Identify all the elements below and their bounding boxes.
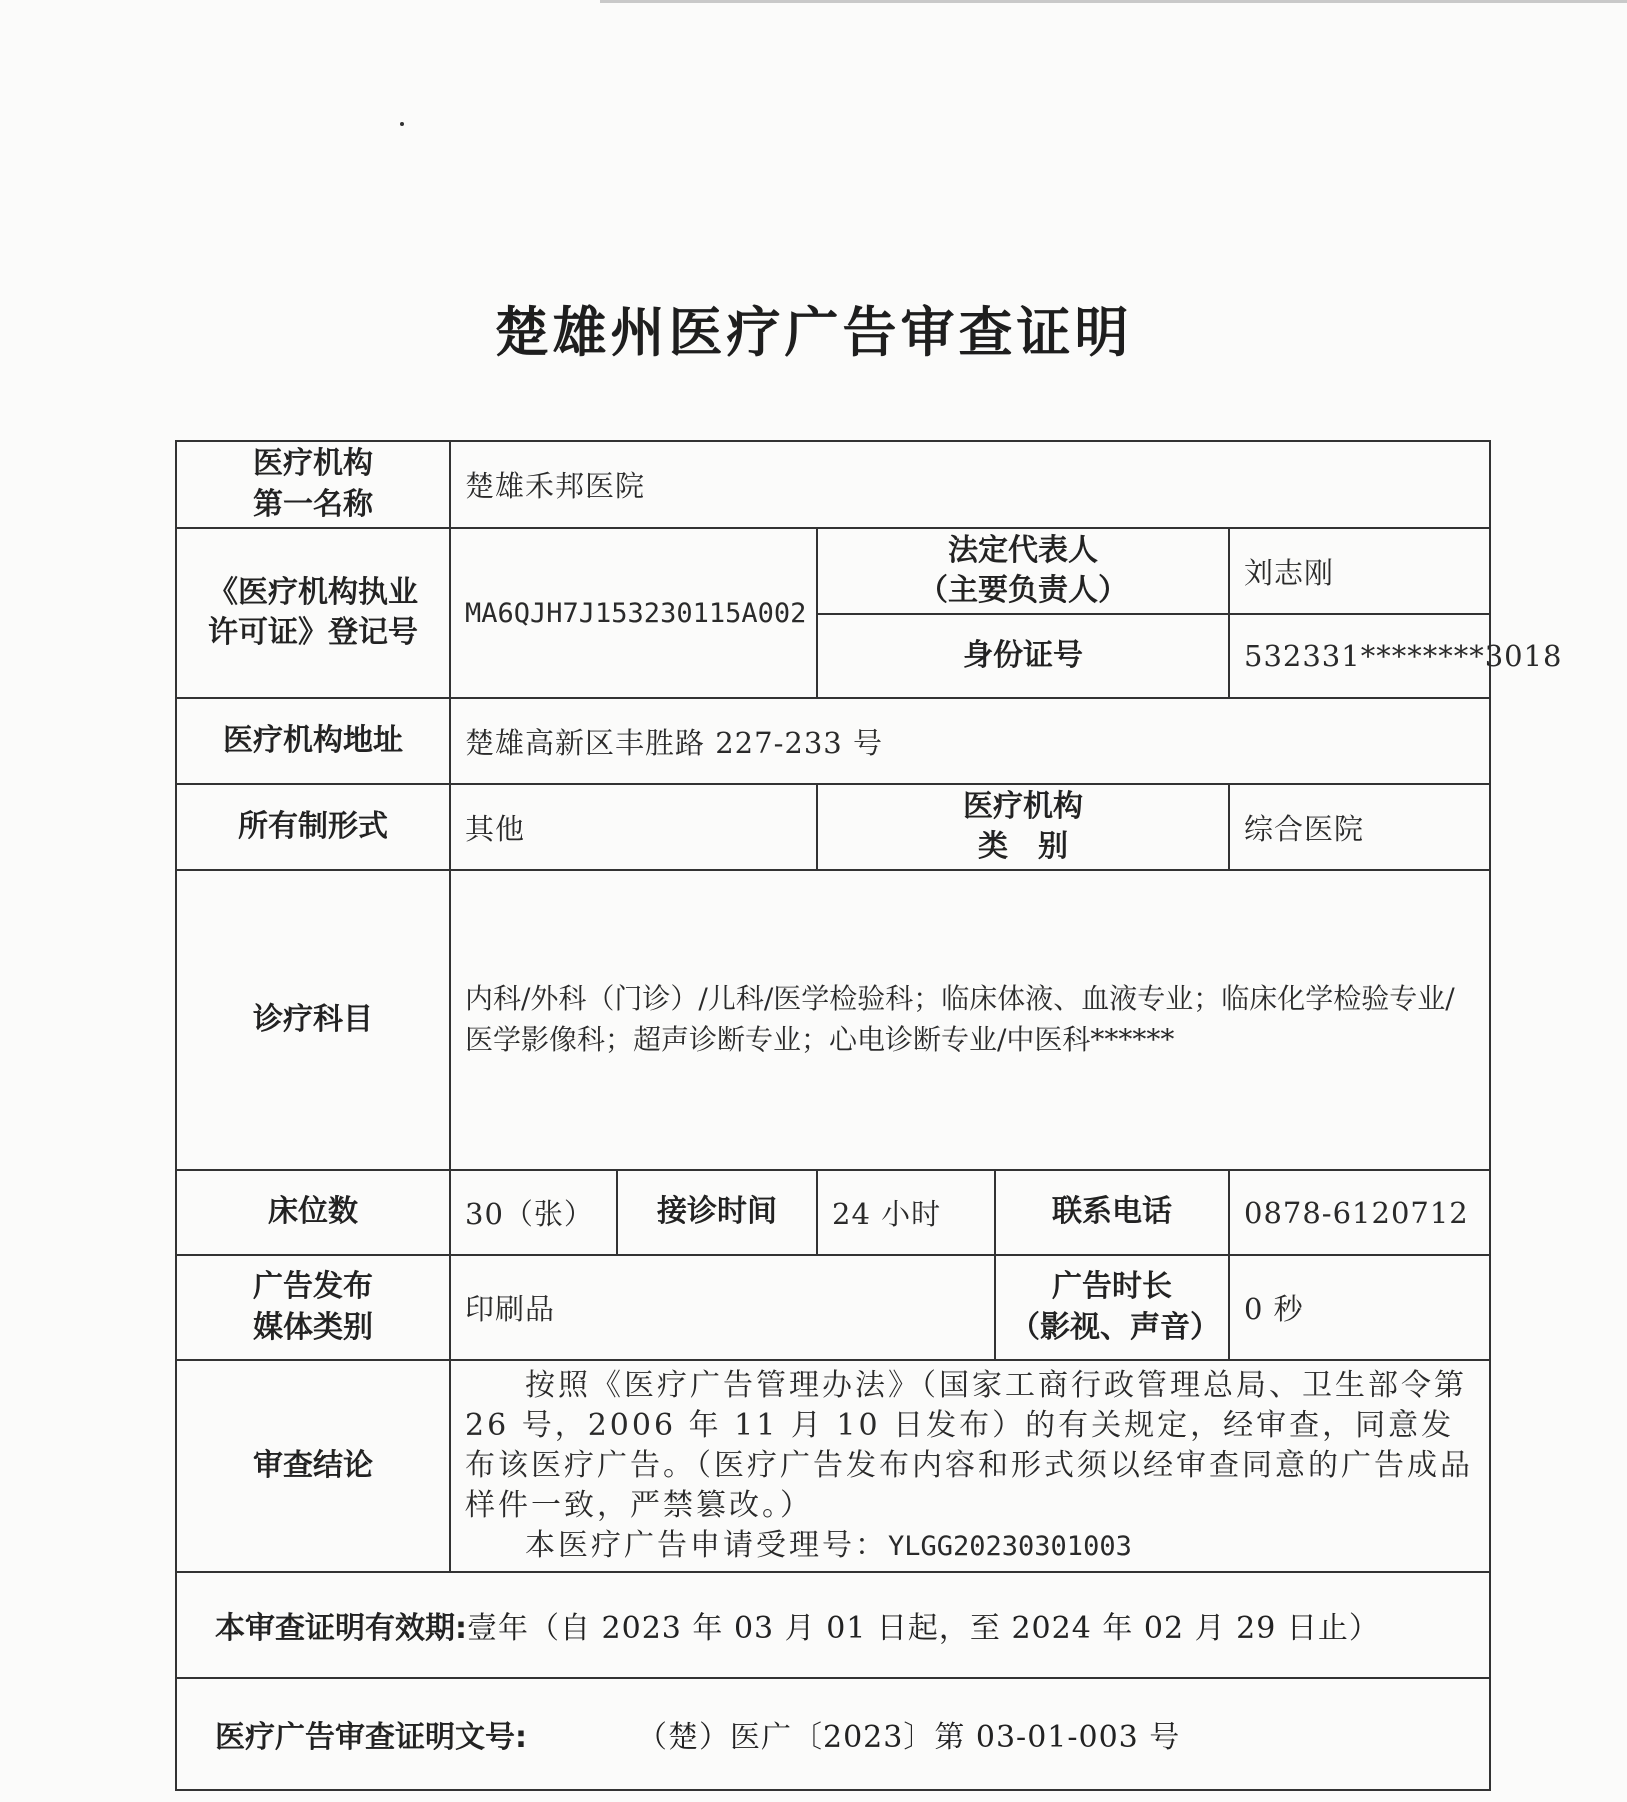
id-number-value: 532331********3018	[1229, 614, 1490, 698]
page-title: 楚雄州医疗广告审查证明	[494, 301, 1133, 364]
departments-value: 内科/外科（门诊）/儿科/医学检验科；临床体液、血液专业；临床化学检验专业/医学影像科；超声诊断专业；心电诊断专业/中医科******	[450, 870, 1490, 1170]
doc-number-label: 医疗广告审查证明文号:	[215, 1720, 527, 1755]
acceptance-number-value: YLGG20230301003	[888, 1530, 1132, 1562]
category-value: 综合医院	[1229, 784, 1490, 870]
row-license	[176, 528, 1490, 614]
id-number-label: 身份证号	[817, 614, 1229, 698]
institution-name-value: 楚雄禾邦医院	[450, 441, 1490, 528]
legal-rep-label: 法定代表人 （主要负责人）	[817, 528, 1229, 614]
address-label: 医疗机构地址	[176, 698, 450, 784]
category-label: 医疗机构 类 别	[817, 784, 1229, 870]
acceptance-number-label: 本医疗广告申请受理号：	[525, 1527, 888, 1563]
row-validity	[176, 1572, 1490, 1678]
duration-value: 0 秒	[1229, 1255, 1490, 1360]
validity-value: 壹年（自 2023 年 03 月 01 日起，至 2024 年 02 月 29 日止）	[467, 1611, 1380, 1646]
validity-label: 本审查证明有效期:	[215, 1611, 467, 1646]
beds-label: 床位数	[176, 1170, 450, 1255]
row-address	[176, 698, 1490, 784]
hours-label: 接诊时间	[617, 1170, 817, 1255]
scan-speck	[400, 122, 404, 126]
hours-value: 24 小时	[817, 1170, 995, 1255]
phone-value: 0878-6120712	[1229, 1170, 1490, 1255]
media-value: 印刷品	[450, 1255, 995, 1360]
conclusion-value	[450, 1360, 1490, 1572]
beds-value: 30（张）	[450, 1170, 617, 1255]
scan-edge-line	[600, 0, 1627, 3]
address-value: 楚雄高新区丰胜路 227-233 号	[450, 698, 1490, 784]
acceptance-number	[465, 1526, 1475, 1566]
row-conclusion	[176, 1360, 1490, 1572]
departments-label: 诊疗科目	[176, 870, 450, 1170]
ownership-label: 所有制形式	[176, 784, 450, 870]
duration-label: 广告时长 （影视、声音）	[995, 1255, 1229, 1360]
row-media-duration	[176, 1255, 1490, 1360]
phone-label: 联系电话	[995, 1170, 1229, 1255]
ownership-value: 其他	[450, 784, 817, 870]
row-institution-name	[176, 441, 1490, 528]
validity-cell	[176, 1572, 1490, 1678]
conclusion-label: 审查结论	[176, 1360, 450, 1572]
doc-number-value: （楚）医广〔2023〕第 03-01-003 号	[637, 1720, 1181, 1755]
row-beds-hours-phone	[176, 1170, 1490, 1255]
row-doc-number	[176, 1678, 1490, 1790]
conclusion-paragraph: 按照《医疗广告管理办法》（国家工商行政管理总局、卫生部令第26 号，2006 年 11 月 10 日发布）的有关规定，经审查，同意发布该医疗广告。（医疗广告发布内容和形式须以经审查同意的广告成品样件一致，严禁篡改。）	[465, 1368, 1473, 1523]
legal-rep-value: 刘志刚	[1229, 528, 1490, 614]
license-label: 《医疗机构执业 许可证》登记号	[176, 528, 450, 698]
doc-number-cell	[176, 1678, 1490, 1790]
certificate-table	[175, 440, 1563, 1791]
license-number-value: MA6QJH7J153230115A002	[450, 528, 817, 698]
media-label: 广告发布 媒体类别	[176, 1255, 450, 1360]
institution-name-label: 医疗机构 第一名称	[176, 441, 450, 528]
row-ownership	[176, 784, 1490, 870]
row-departments	[176, 870, 1490, 1170]
